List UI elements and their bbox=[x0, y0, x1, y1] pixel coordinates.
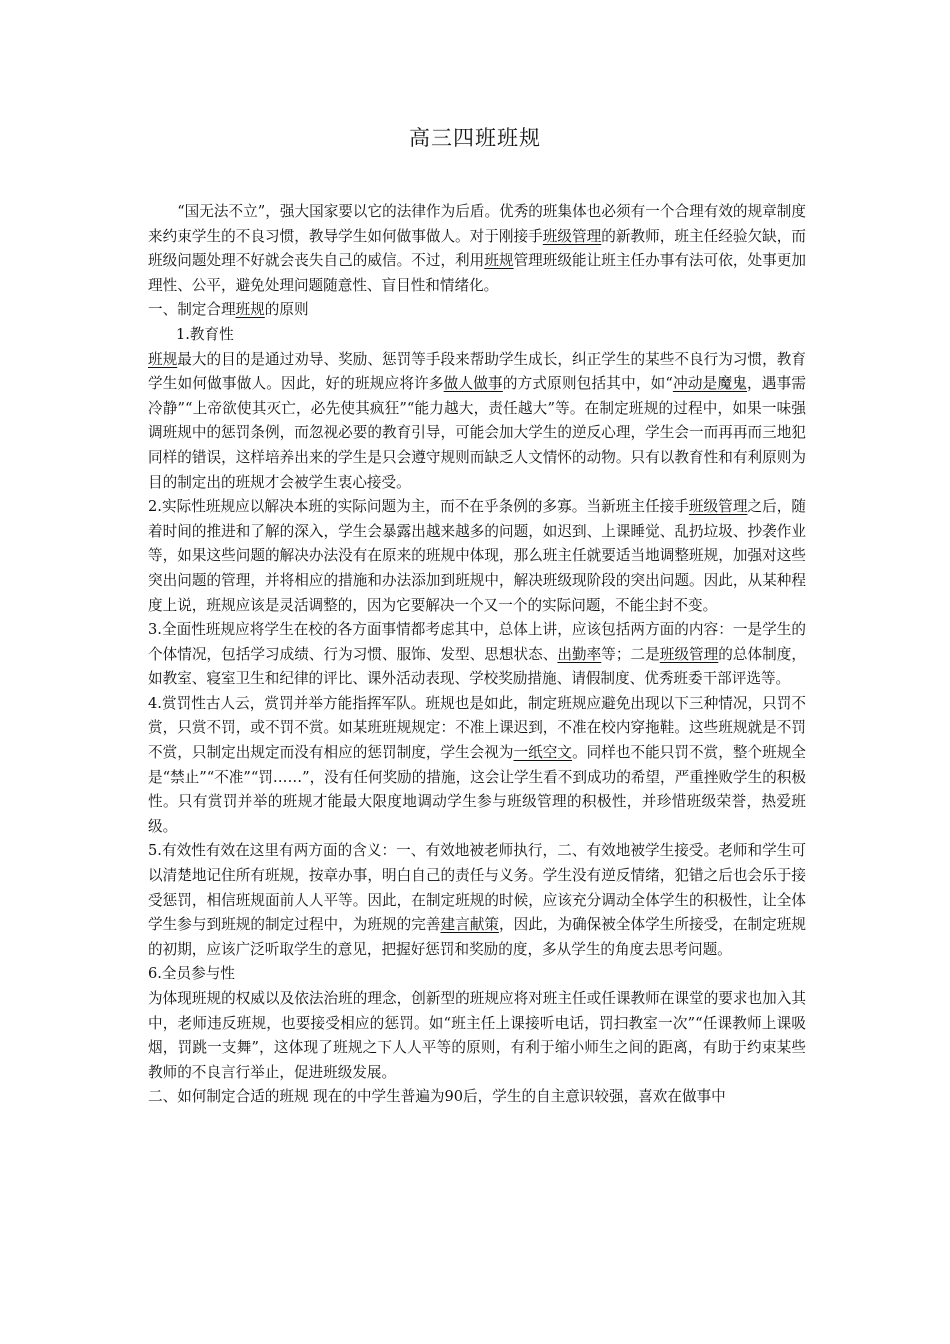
item3-text-3: 的总体制度，如教室、寝室卫生和纪律的评比、课外活动表现、学校奖励措施、请假制度、优秀班委干部评选等。 bbox=[148, 645, 806, 688]
item1-heading: 1.教育性 bbox=[176, 325, 234, 343]
link-class-rules-item1[interactable]: 班规 bbox=[148, 350, 178, 368]
section2-paragraph: 二、如何制定合适的班规 现在的中学生普遍为90后，学生的自主意识较强，喜欢在做事中 bbox=[148, 1088, 726, 1106]
link-class-management[interactable]: 班级管理 bbox=[542, 227, 602, 245]
item2-paragraph bbox=[148, 495, 806, 618]
intro-paragraph bbox=[148, 200, 806, 298]
intro-text-2: 的新教师，班主任经验欠缺，而班级问题处理不好就会丧失自己的威信。不过，利用 bbox=[148, 227, 806, 270]
item1-paragraph bbox=[148, 348, 806, 496]
item6-heading: 6.全员参与性 bbox=[148, 965, 235, 983]
section1-heading-part1: 一、制定合理 bbox=[148, 301, 236, 319]
section1-heading-part2: 的原则 bbox=[264, 301, 309, 319]
item2-text-1: 2.实际性班规应以解决本班的实际问题为主，而不在乎条例的多寡。当新班主任接手 bbox=[148, 498, 689, 516]
item1-text-1: 最大的目的是通过劝导、奖励、惩罚等手段来帮助学生成长，纠正学生的某些不良行为习惯，教育学生如何做事做人。因此，好的班规应将许多 bbox=[148, 350, 806, 393]
link-conduct[interactable]: 做人做事 bbox=[443, 375, 503, 393]
document-body bbox=[148, 200, 806, 1110]
link-class-management-item2[interactable]: 班级管理 bbox=[688, 498, 748, 516]
item6-paragraph: 为体现班规的权威以及依法治班的理念，创新型的班规应将对班主任或任课教师在课堂的要求也加入其中，老师违反班规，也要接受相应的惩罚。如“班主任上课接听电话，罚扫教室一次”“任课教师上课吸烟，罚跳一支舞”，这体现了班规之下人人平等的原则，有利于缩小师生之间的距离，有助于约束某些教师的不良言行举止，促进班级发展。 bbox=[148, 990, 806, 1081]
link-attendance-rate[interactable]: 出勤率 bbox=[557, 645, 602, 663]
link-empty-words[interactable]: 一纸空文 bbox=[513, 744, 573, 762]
item1-text-3: ，遇事需冷静”“上帝欲使其灭亡，必先使其疯狂”“能力越大，责任越大”等。在制定班规的过程中，如果一味强调班规中的惩罚条例，而忽视必要的教育引导，可能会加大学生的逆反心理，学生会一而再再而三地犯同样的错误，这样培养出来的学生是只会遵守规则而缺乏人文情怀的动物。只有以教育性和有利原则为目的制定出的班规才会被学生衷心接受。 bbox=[148, 375, 806, 491]
link-class-management-item3[interactable]: 班级管理 bbox=[659, 645, 719, 663]
item4-text-1: 4.赏罚性古人云，赏罚并举方能指挥军队。班规也是如此，制定班规应避免出现以下三种情况，只罚不赏，只赏不罚，或不罚不赏。如某班班规规定：不准上课迟到，不准在校内穿拖鞋。这些班规就是不罚不赏，只制定出规定而没有相应的惩罚制度，学生会视为 bbox=[148, 694, 806, 762]
item4-text-2: 。同样也不能只罚不赏，整个班规全是“禁止”“不准”“罚……”，没有任何奖励的措施，这会让学生看不到成功的希望，严重挫败学生的积极性。只有赏罚并举的班规才能最大限度地调动学生参与班级管理的积极性，并珍惜班级荣誉，热爱班级。 bbox=[148, 744, 806, 835]
link-suggestions[interactable]: 建言献策 bbox=[440, 916, 499, 934]
item3-paragraph bbox=[148, 618, 806, 692]
document-title: 高三四班班规 bbox=[409, 126, 541, 150]
link-class-rules[interactable]: 班规 bbox=[484, 252, 514, 270]
intro-text-1: “国无法不立”，强大国家要以它的法律作为后盾。优秀的班集体也必须有一个合理有效的规章制度来约束学生的不良习惯，教导学生如何做事做人。对于刚接手 bbox=[148, 203, 806, 245]
link-impulse[interactable]: 冲动是魔鬼 bbox=[672, 375, 748, 393]
section1-heading bbox=[148, 298, 806, 323]
item5-text-2: ，因此，为确保被全体学生所接受，在制定班规的初期，应该广泛听取学生的意见，把握好惩罚和奖励的度，多从学生的角度去思考问题。 bbox=[148, 916, 806, 958]
item3-text-2: 等；二是 bbox=[601, 645, 660, 663]
item1-text-2: 的方式原则包括其中，如“ bbox=[502, 375, 673, 393]
item2-text-2: 之后，随着时间的推进和了解的深入，学生会暴露出越来越多的问题，如迟到、上课睡觉、乱扔垃圾、抄袭作业等，如果这些问题的解决办法没有在原来的班规中体现，那么班主任就要适当地调整班规，加强对这些突出问题的管理，并将相应的措施和办法添加到班规中，解决班级现阶段的突出问题。因此，从某种程度上说，班规应该是灵活调整的，因为它要解决一个又一个的实际问题，不能尘封不变。 bbox=[148, 498, 806, 614]
item4-paragraph bbox=[148, 692, 806, 840]
item5-paragraph bbox=[148, 839, 806, 962]
intro-text-3: 管理班级能让班主任办事有法可依，处事更加理性、公平，避免处理问题随意性、盲目性和情绪化。 bbox=[148, 252, 806, 294]
item3-text-1: 3.全面性班规应将学生在校的各方面事情都考虑其中，总体上讲，应该包括两方面的内容：一是学生的个体情况，包括学习成绩、行为习惯、服饰、发型、思想状态、 bbox=[148, 621, 806, 663]
item5-text-1: 5.有效性有效在这里有两方面的含义：一、有效地被老师执行，二、有效地被学生接受。老师和学生可以清楚地记住所有班规，按章办事，明白自己的责任与义务。学生没有逆反情绪，犯错之后也会乐于接受惩罚，相信班规面前人人平等。因此，在制定班规的时候，应该充分调动全体学生的积极性，让全体学生参与到班规的制定过程中，为班规的完善 bbox=[148, 842, 806, 934]
link-class-rules-heading[interactable]: 班规 bbox=[235, 301, 265, 319]
